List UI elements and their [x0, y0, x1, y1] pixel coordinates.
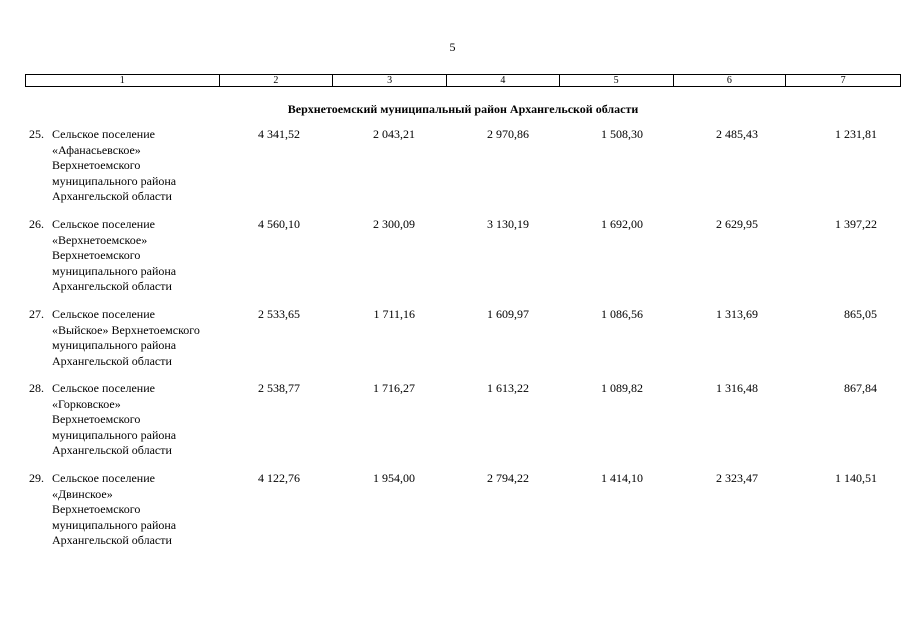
column-number-header [25, 74, 901, 87]
cell-col-5: 1 508,30 [601, 127, 643, 141]
column-header-2: 2 [220, 75, 334, 86]
column-header-4: 4 [447, 75, 560, 86]
cell-col-4: 1 613,22 [487, 381, 529, 395]
cell-col-3: 2 300,09 [373, 217, 415, 231]
row-number: 26. [29, 217, 44, 231]
row-name-line: Верхнетоемского [52, 158, 141, 172]
row-name-line: муниципального района [52, 517, 177, 532]
cell-col-4: 1 609,97 [487, 307, 529, 321]
row-name-line: Сельское поселение [52, 471, 155, 485]
cell-col-2: 4 122,76 [258, 471, 300, 485]
cell-col-2: 2 538,77 [258, 381, 300, 395]
row-number: 27. [29, 307, 44, 321]
cell-col-3: 2 043,21 [373, 127, 415, 141]
cell-col-4: 2 970,86 [487, 127, 529, 141]
cell-col-5: 1 086,56 [601, 307, 643, 321]
row-number: 25. [29, 127, 44, 141]
row-name-line: муниципального района [52, 263, 177, 278]
column-header-6: 6 [674, 75, 787, 86]
row-name-line: «Афанасьевское» [52, 142, 141, 157]
row-number: 29. [29, 471, 44, 485]
row-name-line: муниципального района [52, 427, 177, 442]
cell-col-2: 2 533,65 [258, 307, 300, 321]
cell-col-5: 1 414,10 [601, 471, 643, 485]
row-name-line: муниципального района [52, 173, 177, 188]
row-name-line: муниципального района [52, 338, 177, 352]
row-name-line: «Горковское» [52, 396, 121, 411]
row-name-line: Верхнетоемского [52, 412, 141, 426]
cell-col-2: 4 341,52 [258, 127, 300, 141]
row-name [52, 127, 227, 205]
cell-col-2: 4 560,10 [258, 217, 300, 231]
cell-col-6: 2 323,47 [716, 471, 758, 485]
row-name [52, 307, 227, 369]
row-name-line: Сельское поселение [52, 307, 155, 321]
column-header-1: 1 [26, 75, 220, 86]
row-name-line: «Выйское» Верхнетоемского [52, 322, 200, 337]
column-header-5: 5 [560, 75, 674, 86]
cell-col-6: 1 313,69 [716, 307, 758, 321]
row-name-line: Верхнетоемского [52, 502, 141, 516]
cell-col-4: 2 794,22 [487, 471, 529, 485]
cell-col-5: 1 692,00 [601, 217, 643, 231]
row-name-line: Сельское поселение [52, 381, 155, 395]
cell-col-6: 1 316,48 [716, 381, 758, 395]
column-header-7: 7 [840, 75, 846, 86]
cell-col-7: 1 231,81 [835, 127, 877, 141]
row-name-line: «Двинское» [52, 486, 113, 501]
row-name-line: «Верхнетоемское» [52, 232, 148, 247]
row-name-line: Верхнетоемского [52, 248, 141, 262]
section-title: Верхнетоемский муниципальный район Архангельской области [287, 102, 639, 116]
row-name-line: Архангельской области [52, 189, 172, 203]
cell-col-6: 2 629,95 [716, 217, 758, 231]
row-name-line: Архангельской области [52, 279, 172, 293]
cell-col-3: 1 954,00 [373, 471, 415, 485]
cell-col-5: 1 089,82 [601, 381, 643, 395]
cell-col-7: 865,05 [844, 307, 877, 321]
cell-col-7: 1 397,22 [835, 217, 877, 231]
cell-col-4: 3 130,19 [487, 217, 529, 231]
cell-col-3: 1 711,16 [373, 307, 415, 321]
cell-col-7: 1 140,51 [835, 471, 877, 485]
row-name [52, 471, 227, 549]
page-number: 5 [449, 40, 456, 54]
row-name-line: Архангельской области [52, 353, 172, 368]
row-name-line: Архангельской области [52, 533, 172, 547]
row-name-line: Сельское поселение [52, 127, 155, 141]
row-name-line: Архангельской области [52, 443, 172, 457]
row-number: 28. [29, 381, 44, 395]
column-header-3: 3 [333, 75, 447, 86]
row-name [52, 381, 227, 459]
row-name-line: Сельское поселение [52, 217, 155, 231]
row-name [52, 217, 227, 295]
cell-col-3: 1 716,27 [373, 381, 415, 395]
cell-col-7: 867,84 [844, 381, 877, 395]
cell-col-6: 2 485,43 [716, 127, 758, 141]
